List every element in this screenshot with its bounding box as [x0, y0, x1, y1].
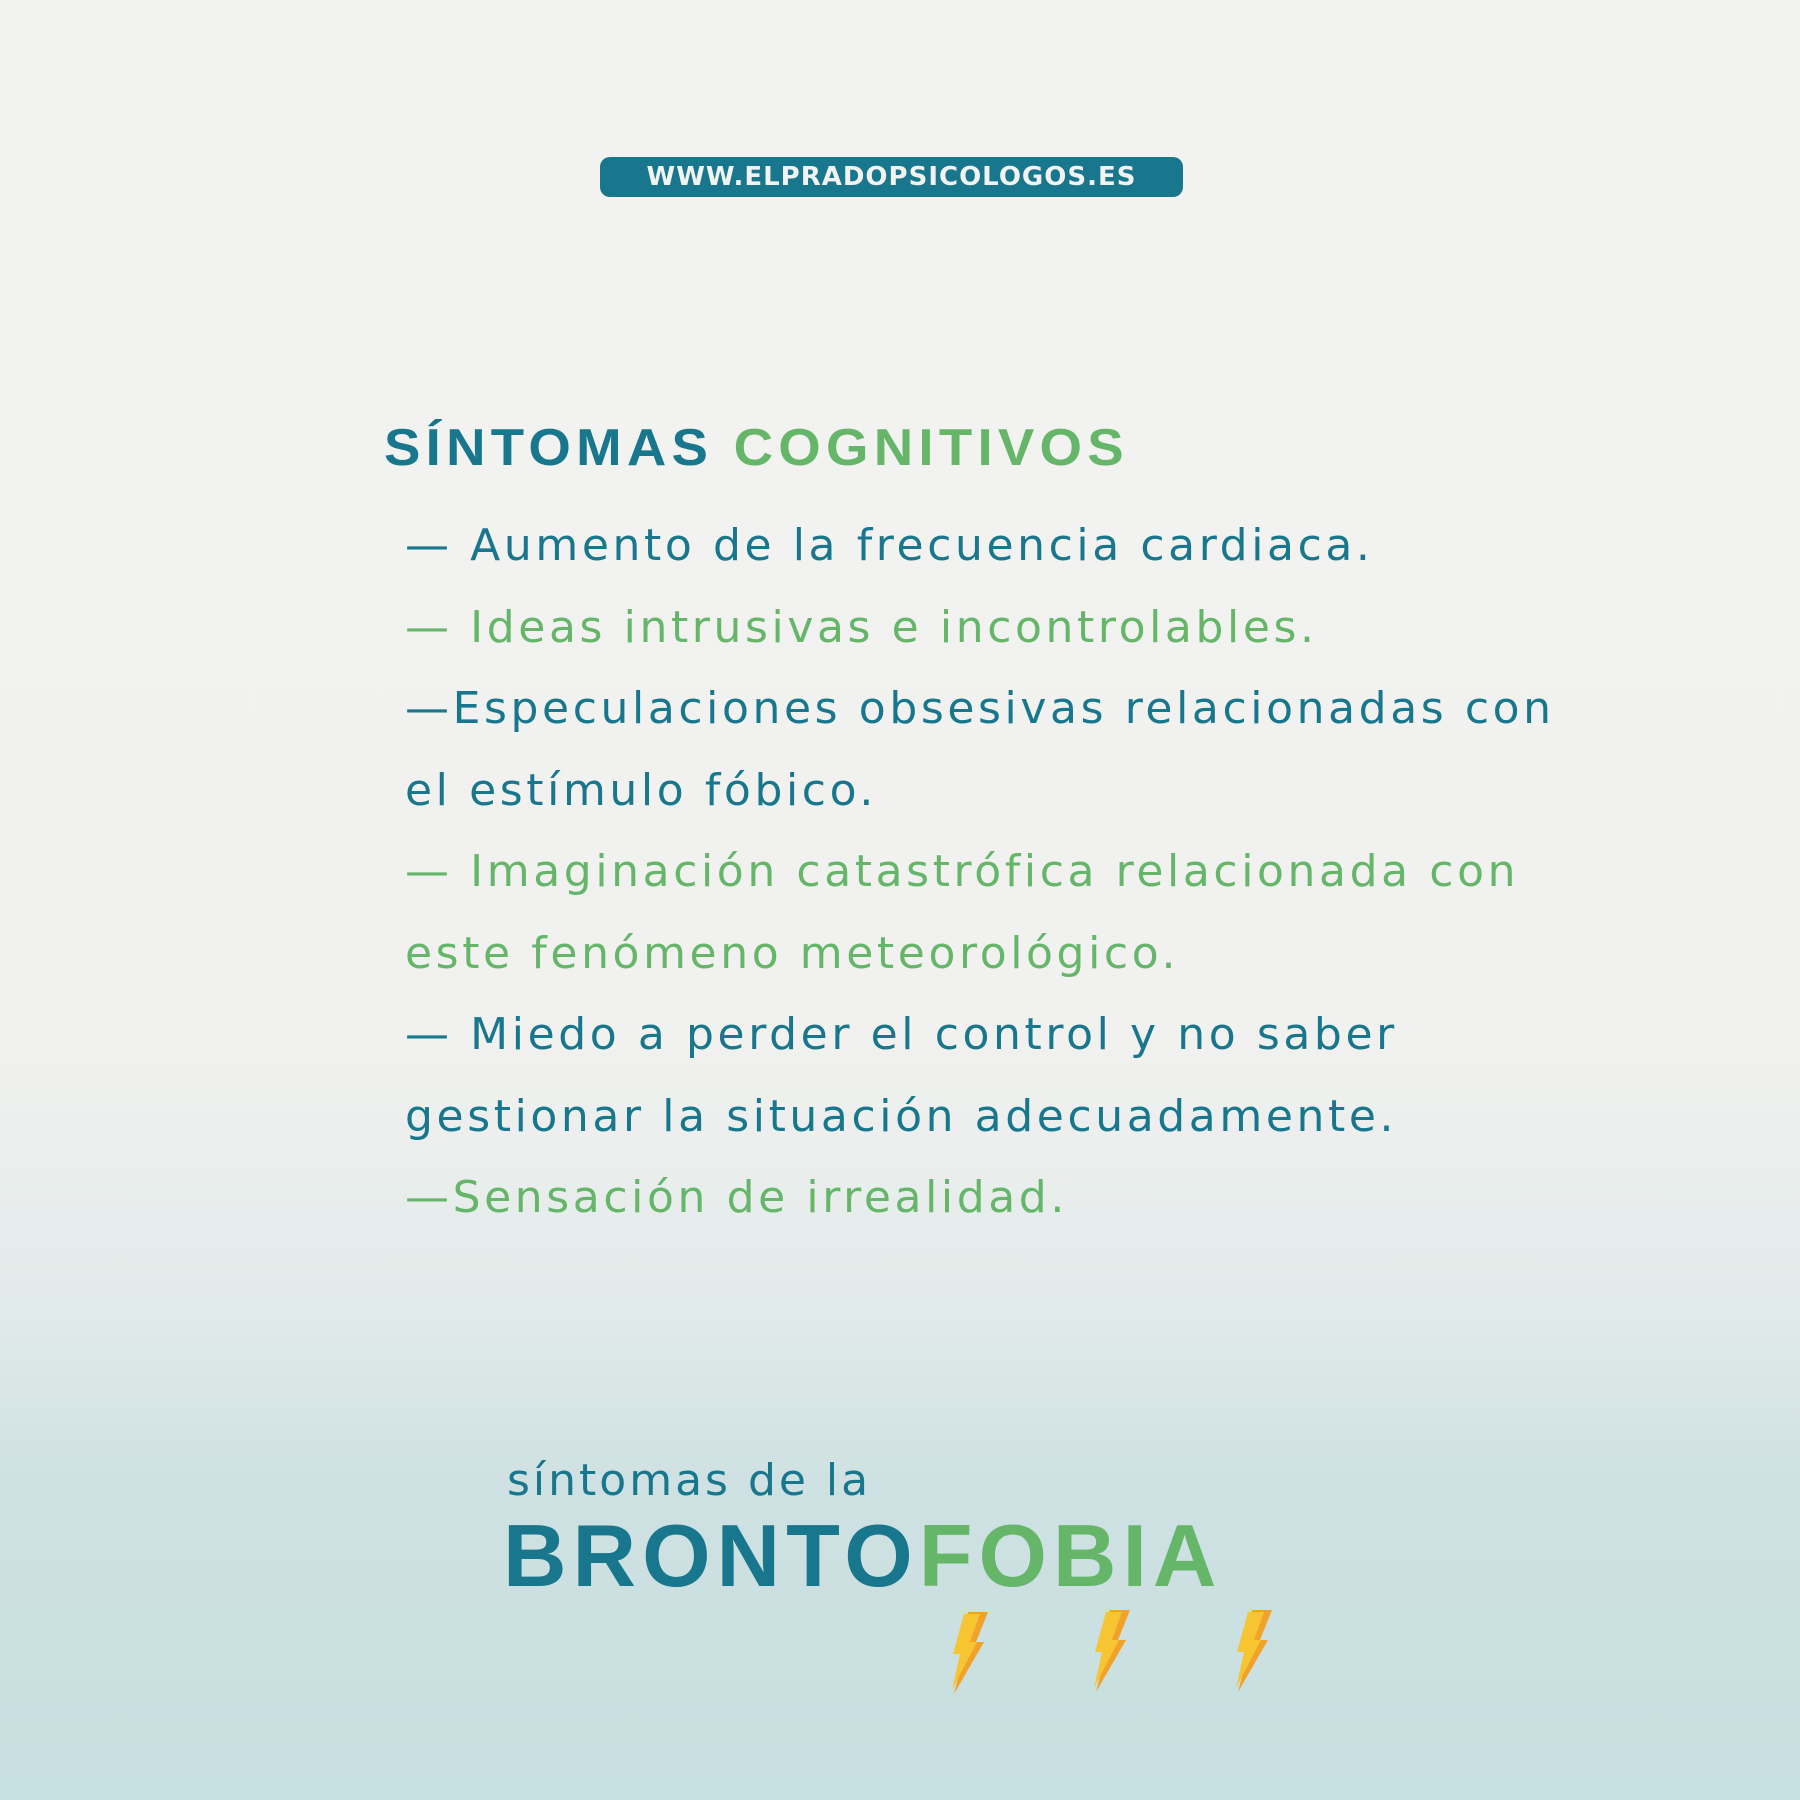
- symptom-item: — Imaginación catastrófica relacionada con este fenómeno meteorológico.: [405, 846, 1537, 979]
- heading-word-cognitivos: COGNITIVOS: [733, 419, 1129, 477]
- footer-title: [503, 1506, 1223, 1605]
- symptom-list: [405, 505, 1605, 1239]
- symptom-item: — Miedo a perder el control y no saber gestionar la situación adecuadamente.: [405, 1009, 1416, 1142]
- website-url-text: WWW.ELPRADOPSICOLOGOS.ES: [646, 162, 1137, 192]
- title-word-fobia: FOBIA: [918, 1506, 1223, 1605]
- symptom-item: — Aumento de la frecuencia cardiaca.: [405, 520, 1374, 571]
- lightning-bolt-icon: [946, 1612, 996, 1694]
- lightning-bolt-icon: [1230, 1610, 1280, 1692]
- lightning-bolt-icon: [1088, 1610, 1138, 1692]
- heading-word-sintomas: SÍNTOMAS: [384, 419, 714, 477]
- footer-subtitle: síntomas de la: [507, 1455, 872, 1506]
- symptom-item: —Sensación de irrealidad.: [405, 1172, 1068, 1223]
- website-url-badge[interactable]: [600, 157, 1183, 197]
- symptom-item: — Ideas intrusivas e incontrolables.: [405, 601, 1318, 653]
- title-word-bronto: BRONTO: [503, 1506, 919, 1605]
- section-heading: [384, 418, 1129, 478]
- symptom-item: —Especulaciones obsesivas relacionadas con el estímulo fóbico.: [405, 683, 1573, 816]
